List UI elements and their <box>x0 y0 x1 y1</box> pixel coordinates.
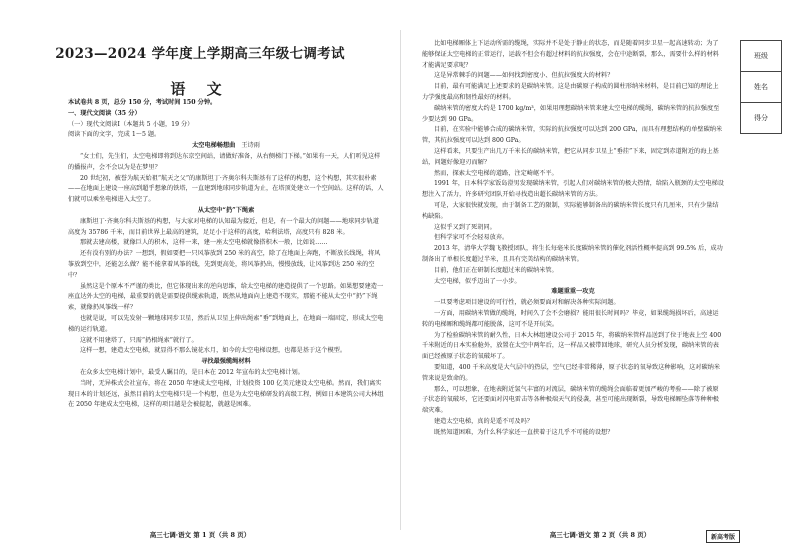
section-head: 寻找最强缆绳材料 <box>201 358 251 366</box>
score-sidebar <box>740 40 782 133</box>
paragraph: 碳纳米管的密度大约是 1700 kg/m³，如果用理想碳纳米管来建太空电梯的缆绳，碳纳米管的抗拉强度至少要达到 90 GPa。 <box>422 104 720 123</box>
paragraph: 这样一想，建造太空电梯，就显得不那么镜花水月，如今的太空电梯设想，也都是基于这个模型。 <box>80 347 347 355</box>
section-heading: 一、现代文阅读（35 分） <box>68 109 141 117</box>
paragraph: 要知道，400 千米高度是大气层中的热层，空气已经非常稀薄，原子状态的氧导致这种影响，这对碳纳米管来说是致命的。 <box>422 363 721 382</box>
paragraph: 那么，可以想象，在地表附近氢气丰富的对流层，碳纳米管的缆绳会面临着更加严峻的考验——除了被原子状态的氧破坏，它还要面对闪电雷击等各种极端天气的侵袭，甚至可能出现断裂，导致电梯厢坠落等种种极端灾难。 <box>422 385 719 415</box>
page-footer: 高三七调·语文 第 2 页（共 8 页） <box>549 531 651 539</box>
article-title <box>68 141 384 152</box>
paragraph: 为了检验碳纳米管的耐久性，日本大林组建设公司于 2015 年，将碳纳米管样品送到了位于地表上空 400 千米附近的日本实验舱外，放置在太空中两年后，这一样品又被带回地球，研究人员分析发现，碳纳米管的表面已经被原子状态的氧破坏了。 <box>422 331 722 361</box>
paragraph: 一方面，用碳纳米管做的缆绳，时间久了会不会磨损？能用很长时间吗？毕竟，如果缆绳损坏后，高速运转的电梯厢和缆绳都可能脱落，这可不是开玩笑。 <box>422 309 719 328</box>
paragraph: 目前，在实验中能够合成的碳纳米管，实际的抗拉强度可以达到 200 GPa，而具有理想结构的单壁碳纳米管，其抗拉强度可以达到 800 GPa。 <box>422 126 723 145</box>
paragraph: 这是异常棘手的问题——如何找到密度小、但抗拉强度大的材料？ <box>434 72 614 80</box>
right-column <box>422 39 724 438</box>
paragraph: 虽然这是个原本不严谨的类比，但它体现出来的逆向思维，给太空电梯的建造提供了一个思路。如果想要建造一座直达外太空的电梯，最重要的就是需要提供缆索轨道，既然从地面向上建造不现实，那能不能从太空中“扔”下绳索，就像扔风筝线一样？ <box>68 282 384 312</box>
section-head: 从太空中“扔”下绳索 <box>197 206 255 214</box>
page-footer: 高三七调·语文 第 1 页（共 8 页） <box>149 531 251 539</box>
paragraph: 目前，他们正在研制长度超过米的碳纳米管。 <box>434 266 558 274</box>
paragraph: 那就去建高楼，就像巨人的积木，这样一来，建一座太空电梯就像搭积木一般，比如说…… <box>80 239 328 247</box>
paragraph: “女士们，先生们，太空电梯即将到达东京空间站，请做好准备，从右侧梯门下梯。”如果有一天，人们听见这样的播报声，会不会以为是在梦里？ <box>68 152 381 171</box>
article-author: 王诗雨 <box>241 142 260 150</box>
paragraph: 但科学家可不会轻易放弃。 <box>434 234 509 242</box>
paragraph: 比如电梯厢体上下运动所需的缆绳，实际并不是处于静止的状态，而是随着同步卫星一起高速转动；为了能够保证太空电梯的正常运行，运载不但会有超过材料的抗拉强度，会在中途断裂，那么，需要什么样的材料才能满足要求呢？ <box>422 40 719 69</box>
class-box[interactable]: 班级 <box>740 40 782 72</box>
paragraph: 2013 年，清华大学魏飞教授团队，将生长每毫米长度碳纳米管的催化剂活性概率提高到 99.5% 后，成功制备出了单根长度超过半米，且具有完美结构的碳纳米管。 <box>422 245 723 263</box>
paragraph: 这样看来，只要生产出几万千米长的碳纳米管，把它从同步卫星上“垂挂”下来，固定到赤道附近的海上基站，问题好像迎刃而解？ <box>422 147 719 166</box>
paragraph: 20 世纪初，被誉为航天始祖“航天之父”的康斯坦丁·齐奥尔科夫斯基有了这样的构想，这个构想，其实很朴素——在地面上建设一座高到超乎想象的铁塔，一直建到地球同步轨道为止，在塔顶处建立一个空间站。这样的话，人们就可以乘坐电梯进入太空了。 <box>68 174 384 204</box>
paragraph: 还有没有别的办法？一想到，假如要把一只风筝放到 250 米的高空，除了在地面上奔跑，不断放长线绳，将风筝放到空中，还能怎么做？能不能拿着风筝的线，先到更高处，将风筝扔出，慢慢放线，让风筝到达 250 米的空中？ <box>68 250 381 279</box>
paragraph: 在众多太空电梯计划中，最受人瞩目的，是日本在 2012 年宣布的太空电梯计划。 <box>80 368 304 376</box>
paragraph: 也就是说，可以先发射一颗地球同步卫星，然后从卫星上伸出绳索“垂”到地面上，在地面一端固定，形成太空电梯的运行轨道。 <box>68 314 384 333</box>
paragraph: 目前，最有可能满足上述要求的是碳纳米管。这是由碳原子构成的圆柱形纳米材料，是目前已知的理论上力学强度最高和韧性最好的材料。 <box>422 83 719 101</box>
paragraph: 这似乎又到了死胡同。 <box>434 223 496 231</box>
subject-title: 语 文 <box>170 80 230 98</box>
paragraph: 既然知道困难，为什么科学家还一直挟着于这几乎不可能的设想？ <box>434 428 614 436</box>
paragraph: 然而，探索太空电梯的道路，注定崎岖不平。 <box>434 169 558 177</box>
paragraph: 1991 年，日本科学家饭岛澄男发现碳纳米管，引起人们对碳纳米管的极大热情，给陷入瓶颈的太空电梯设想注入了活力，许多研究团队开始寻找造出超长碳纳米管的方法。 <box>422 180 724 199</box>
name-box[interactable]: 姓名 <box>740 71 782 103</box>
page-right <box>400 0 800 551</box>
edition-stamp: 新高考版 <box>706 530 740 543</box>
paragraph: 可是，大家很快就发现，由于制备工艺的限制，实际能够制备出的碳纳米管长度只有几厘米，只有少量结构缺陷。 <box>422 201 719 220</box>
section-head: 难题重重一攻克 <box>551 288 595 296</box>
left-column <box>68 98 384 411</box>
paragraph: 这就不用建塔了，只需“扔根绳索”就行了。 <box>80 336 198 344</box>
paragraph: 太空电梯，似乎迈出了一小步。 <box>434 277 521 285</box>
exam-title: 2023—2024 学年度上学期高三年级七调考试 <box>55 46 345 62</box>
instruction: 阅读下面的文字，完成 1～5 题。 <box>68 131 161 139</box>
score-box[interactable]: 得分 <box>740 102 782 134</box>
exam-meta: 本试卷共 8 页，总分 150 分，考试时间 150 分钟。 <box>68 99 217 106</box>
paragraph: 当时，无异株式会社宣布，将在 2050 年建成太空电梯，计划投资 100 亿美元建设太空电梯。然而，我们离实现日本的计划还远，虽然目前的太空电梯只是一个构想，但是为太空电梯研发的高级工程，例如日本建筑公司大林组在 2050 年建成太空电梯，这样的项目越是会被提起，就越是困难。 <box>68 379 384 409</box>
paragraph: 一旦要考虑项目建设的可行性，就必须要面对和解决各种实际问题。 <box>434 299 620 307</box>
subsection-heading: （一）现代文阅读Ⅰ（本题共 5 小题，19 分） <box>68 120 194 128</box>
article-title-text: 太空电梯畅想曲 <box>192 142 236 150</box>
paragraph: 建造太空电梯，真的是遥不可及吗？ <box>434 417 533 425</box>
paragraph: 康斯坦丁·齐奥尔科夫斯基的构想，与大家对电梯的认知最为接近，但是，有一个最大的问题——地球同步轨道高度为 35786 千米，而目前世界上最高的建筑，足足小于这样的高度，哈利法塔，高度只有 828 米。 <box>68 217 379 236</box>
